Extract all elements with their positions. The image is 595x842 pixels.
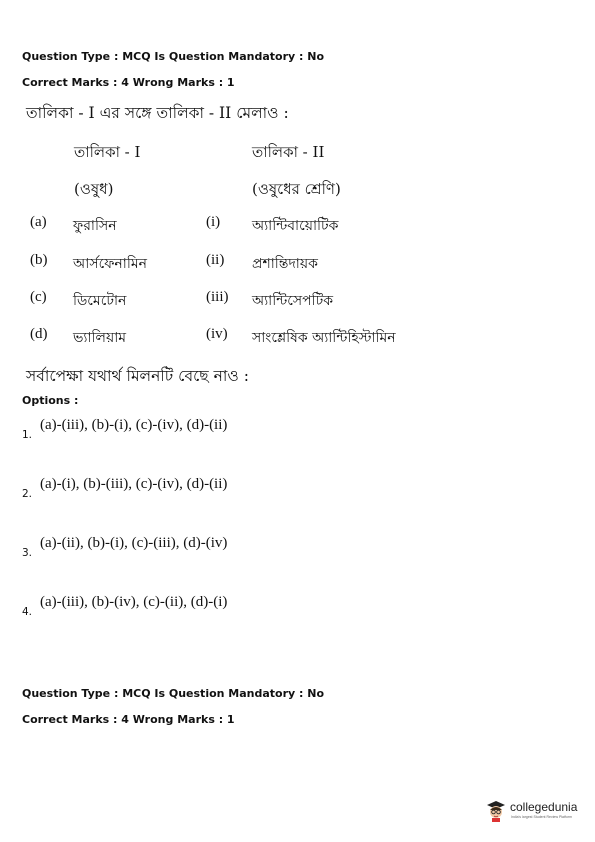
- option-text: (a)-(ii), (b)-(i), (c)-(iii), (d)-(iv): [40, 535, 228, 551]
- left-label: (d): [30, 326, 48, 342]
- list2-heading: তালিকা - II: [252, 143, 325, 161]
- left-item: ফুরাসিন: [73, 218, 117, 234]
- match-row: [0, 289, 595, 313]
- option-item[interactable]: [0, 476, 595, 506]
- match-row: [0, 214, 595, 238]
- option-number: 1.: [22, 429, 33, 441]
- left-item: ভ্যালিয়াম: [73, 330, 127, 346]
- option-text: (a)-(i), (b)-(iii), (c)-(iv), (d)-(ii): [40, 476, 228, 492]
- list1-heading: তালিকা - I: [74, 143, 141, 161]
- mascot-icon: [484, 798, 508, 822]
- match-row: [0, 326, 595, 350]
- right-label: (iv): [206, 326, 228, 342]
- right-label: (iii): [206, 289, 229, 305]
- marks-line: Correct Marks : 4 Wrong Marks : 1: [22, 713, 235, 726]
- option-text: (a)-(iii), (b)-(i), (c)-(iv), (d)-(ii): [40, 417, 228, 433]
- left-item: ডিমেটোন: [73, 293, 127, 309]
- left-item: আর্সফেনামিন: [73, 256, 147, 272]
- instruction-text: সর্বাপেক্ষা যথার্থ মিলনটি বেছে নাও :: [26, 367, 249, 385]
- match-row: [0, 252, 595, 276]
- right-label: (ii): [206, 252, 225, 268]
- option-number: 4.: [22, 606, 33, 618]
- list1-subheading: (ওষুধ): [74, 180, 114, 198]
- left-label: (a): [30, 214, 47, 230]
- collegedunia-logo: [484, 796, 584, 826]
- question-prompt: তালিকা - I এর সঙ্গে তালিকা - II মেলাও :: [26, 104, 289, 122]
- option-number: 3.: [22, 547, 33, 559]
- logo-tagline: India's largest Student Review Platform: [511, 815, 572, 819]
- right-item: অ্যান্টিবায়োটিক: [252, 218, 339, 234]
- options-label: Options :: [22, 394, 79, 407]
- left-label: (c): [30, 289, 47, 305]
- option-number: 2.: [22, 488, 33, 500]
- left-label: (b): [30, 252, 48, 268]
- marks-line: Correct Marks : 4 Wrong Marks : 1: [22, 76, 235, 89]
- right-label: (i): [206, 214, 221, 230]
- option-text: (a)-(iii), (b)-(iv), (c)-(ii), (d)-(i): [40, 594, 228, 610]
- option-item[interactable]: [0, 535, 595, 565]
- question-type-line: Question Type : MCQ Is Question Mandatory : No: [22, 50, 325, 63]
- list2-subheading: (ওষুধের শ্রেণি): [252, 180, 341, 198]
- option-item[interactable]: [0, 594, 595, 624]
- right-item: প্রশান্তিদায়ক: [252, 256, 318, 272]
- right-item: সাংশ্লেষিক অ্যান্টিহিস্টামিন: [252, 330, 396, 346]
- right-item: অ্যান্টিসেপটিক: [252, 293, 334, 309]
- question-type-line: Question Type : MCQ Is Question Mandatory : No: [22, 687, 325, 700]
- logo-brand: collegedunia: [510, 800, 578, 814]
- option-item[interactable]: [0, 417, 595, 447]
